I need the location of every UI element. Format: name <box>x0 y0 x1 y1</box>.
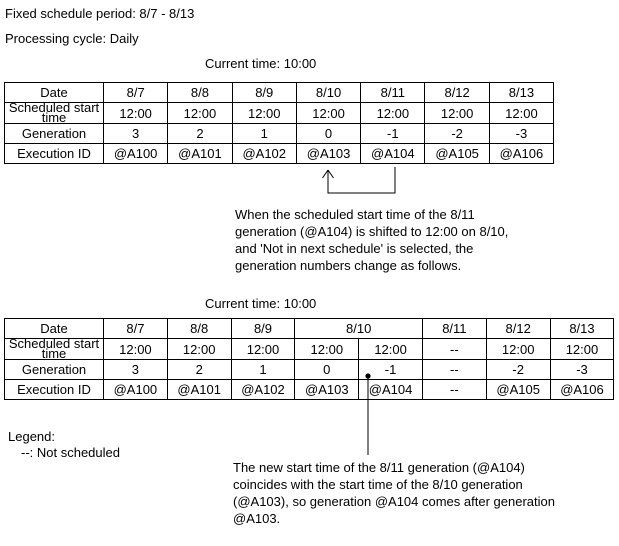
annotation-line: The new start time of the 8/11 generation (@A104) <box>233 460 525 475</box>
annotation-line: generation (@A104) is shifted to 12:00 on 8/10, <box>235 224 509 239</box>
generation-cell: 3 <box>104 360 168 380</box>
execution-id-cell: @A106 <box>550 380 614 400</box>
start-time-row <box>5 339 614 360</box>
row-header-date: Date <box>5 319 104 339</box>
execution-id-row <box>5 380 614 400</box>
date-cell: 8/7 <box>104 319 168 339</box>
start-time-cell: 12:00 <box>104 339 168 360</box>
start-time-cell: 12:00 <box>550 339 614 360</box>
generation-cell: 1 <box>231 360 295 380</box>
date-cell: 8/10 <box>296 83 360 103</box>
start-time-cell: 12:00 <box>425 103 489 124</box>
start-time-cell: 12:00 <box>486 339 550 360</box>
date-cell: 8/12 <box>425 83 489 103</box>
execution-id-cell: @A104 <box>359 380 423 400</box>
date-cell: 8/13 <box>489 83 553 103</box>
annotation-line: When the scheduled start time of the 8/11 <box>235 207 475 222</box>
execution-id-cell: @A100 <box>104 380 168 400</box>
date-cell: 8/9 <box>231 319 295 339</box>
shift-arrow-icon <box>320 167 410 199</box>
execution-id-cell: @A104 <box>361 144 425 164</box>
execution-id-cell: @A102 <box>232 144 296 164</box>
execution-id-cell: @A103 <box>296 144 360 164</box>
annotation-line: and 'Not in next schedule' is selected, the <box>235 241 474 256</box>
row-header-start-time: Scheduled start time <box>5 339 104 360</box>
execution-id-cell: -- <box>422 380 486 400</box>
date-cell: 8/12 <box>486 319 550 339</box>
execution-id-cell: @A101 <box>168 144 232 164</box>
start-time-cell: 12:00 <box>295 339 359 360</box>
schedule-table-after <box>4 318 614 400</box>
execution-id-cell: @A106 <box>489 144 553 164</box>
annotation-line: @A103. <box>233 511 281 526</box>
row-header-start-time: Scheduled start time <box>5 103 104 124</box>
date-cell: 8/13 <box>550 319 614 339</box>
generation-cell: 0 <box>295 360 359 380</box>
execution-id-cell: @A100 <box>104 144 168 164</box>
date-cell: 8/8 <box>168 83 232 103</box>
fixed-schedule-period: Fixed schedule period: 8/7 - 8/13 <box>5 6 195 21</box>
generation-cell: 3 <box>104 124 168 144</box>
legend-entry: --: Not scheduled <box>21 445 120 460</box>
row-header-date: Date <box>5 83 104 103</box>
annotation-line: (@A103), so generation @A104 comes after generation <box>233 494 555 509</box>
date-cell: 8/9 <box>232 83 296 103</box>
row-header-generation: Generation <box>5 124 104 144</box>
callout-line-icon <box>361 370 377 458</box>
start-time-cell: 12:00 <box>359 339 423 360</box>
date-cell: 8/7 <box>104 83 168 103</box>
start-time-cell: 12:00 <box>296 103 360 124</box>
generation-cell: 0 <box>296 124 360 144</box>
generation-cell: 1 <box>232 124 296 144</box>
generation-cell: 2 <box>167 360 231 380</box>
date-cell: 8/11 <box>361 83 425 103</box>
generation-row <box>5 124 554 144</box>
execution-id-cell: @A102 <box>231 380 295 400</box>
annotation-shift-description <box>235 206 508 274</box>
date-cell: 8/8 <box>167 319 231 339</box>
generation-cell: -1 <box>361 124 425 144</box>
current-time-label-2: Current time: 10:00 <box>205 296 317 311</box>
generation-cell-marked: -1 <box>359 360 423 380</box>
start-time-cell: 12:00 <box>361 103 425 124</box>
execution-id-row <box>5 144 554 164</box>
legend-title: Legend: <box>8 429 55 444</box>
schedule-table-before <box>4 82 554 164</box>
execution-id-cell: @A105 <box>425 144 489 164</box>
generation-cell: -2 <box>486 360 550 380</box>
date-cell-spanned: 8/10 <box>295 319 423 339</box>
start-time-cell: 12:00 <box>231 339 295 360</box>
start-time-cell: 12:00 <box>168 103 232 124</box>
annotation-line: coincides with the start time of the 8/10 generation <box>233 477 523 492</box>
date-row <box>5 83 554 103</box>
generation-cell: -- <box>422 360 486 380</box>
date-cell: 8/11 <box>422 319 486 339</box>
execution-id-cell: @A103 <box>295 380 359 400</box>
generation-row <box>5 360 614 380</box>
generation-cell: 2 <box>168 124 232 144</box>
start-time-cell: 12:00 <box>232 103 296 124</box>
generation-cell: -2 <box>425 124 489 144</box>
start-time-cell: 12:00 <box>489 103 553 124</box>
execution-id-cell: @A101 <box>167 380 231 400</box>
generation-cell: -3 <box>550 360 614 380</box>
processing-cycle: Processing cycle: Daily <box>5 31 139 46</box>
generation-cell: -3 <box>489 124 553 144</box>
row-header-generation: Generation <box>5 360 104 380</box>
start-time-cell: 12:00 <box>104 103 168 124</box>
execution-id-cell: @A105 <box>486 380 550 400</box>
row-header-execution-id: Execution ID <box>5 380 104 400</box>
annotation-line: generation numbers change as follows. <box>235 258 462 273</box>
row-header-execution-id: Execution ID <box>5 144 104 164</box>
start-time-row <box>5 103 554 124</box>
date-row <box>5 319 614 339</box>
start-time-cell: -- <box>422 339 486 360</box>
annotation-coincide-description <box>233 459 555 527</box>
current-time-label-1: Current time: 10:00 <box>205 56 317 71</box>
start-time-cell: 12:00 <box>167 339 231 360</box>
